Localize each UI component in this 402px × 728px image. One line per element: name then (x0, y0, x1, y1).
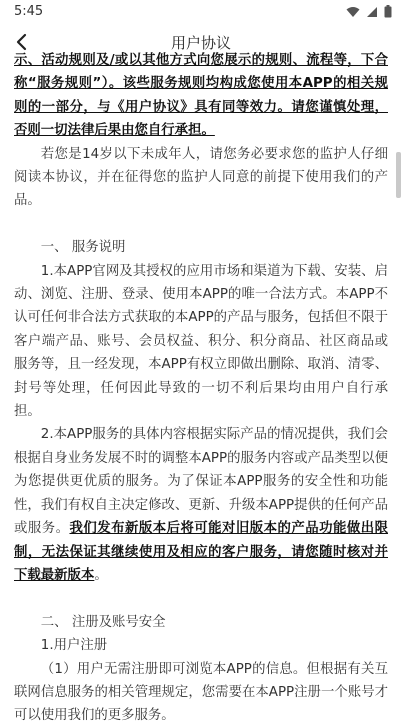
service-2-end: 。 (94, 567, 108, 583)
status-time: 5:45 (14, 4, 44, 19)
agreement-content[interactable] (0, 53, 402, 724)
paragraph-minors: 若您是14岁以下未成年人，请您务必要求您的监护人仔细阅读本协议，并在征得您的监护人同意的前提下使用我们的产品。 (14, 146, 388, 209)
spacer (14, 213, 388, 236)
bold-rules-text: 示、活动规则及/或以其他方式向您展示的规则、流程等，下合称“服务规则”）。该些服务规则均构成您使用本APP的相关规则的一部分，与《用户协议》具有同等效力。请您谨慎处理，否则一切法律后果由您自行承担。 (14, 53, 388, 139)
section-heading-registration: 二、 注册及账号安全 (40, 614, 166, 630)
spacer (14, 587, 388, 610)
paragraph-rules (14, 49, 388, 143)
agreement-text (14, 49, 388, 728)
page-title: 用户协议 (170, 34, 231, 52)
paragraph-registration-1: （1）用户无需注册即可浏览本APP的信息。但根据有关互联网信息服务的相关管理规定，您需要在本APP注册一个账号才可以使用我们的更多服务。 (14, 661, 388, 724)
bold-version-text: 我们发布新版本后将可能对旧版本的产品功能做出限制，无法保证其继续使用及相应的客户服务，请您随时核对并下载最新版本 (14, 521, 389, 583)
wifi-icon (346, 6, 360, 18)
subheading-user-registration: 1.用户注册 (40, 638, 108, 654)
paragraph-service-1: 1.本APP官网及其授权的应用市场和渠道为下载、安装、启动、浏览、注册、登录、使用本APP的唯一合法方式。本APP不认可任何非合法方式获取的本APP的产品与服务，包括但不限于客户端产品、账号、会员权益、积分、积分商品、社区商品或服务等，且一经发现，本APP有权立即做出删除、取消、清零、封号等处理，任何因此导致的一切不利后果均由用户自行承担。 (14, 263, 388, 420)
scrollbar[interactable] (396, 152, 401, 198)
signal-icon (366, 6, 378, 18)
service-2-text: 2.本APP服务的具体内容根据实际产品的情况提供，我们会根据自身业务发展不时的调整本APP的服务内容或产品类型以便为您提供更优质的服务。为了保证本APP服务的安全性和功能性，我们有权自主决定修改、更新、升级本APP提供的任何产品或服务。 (14, 427, 388, 537)
status-bar (0, 0, 402, 24)
paragraph-service-2 (14, 423, 388, 587)
status-icons (346, 5, 392, 18)
battery-icon (384, 5, 392, 18)
section-heading-service: 一、 服务说明 (40, 240, 126, 256)
